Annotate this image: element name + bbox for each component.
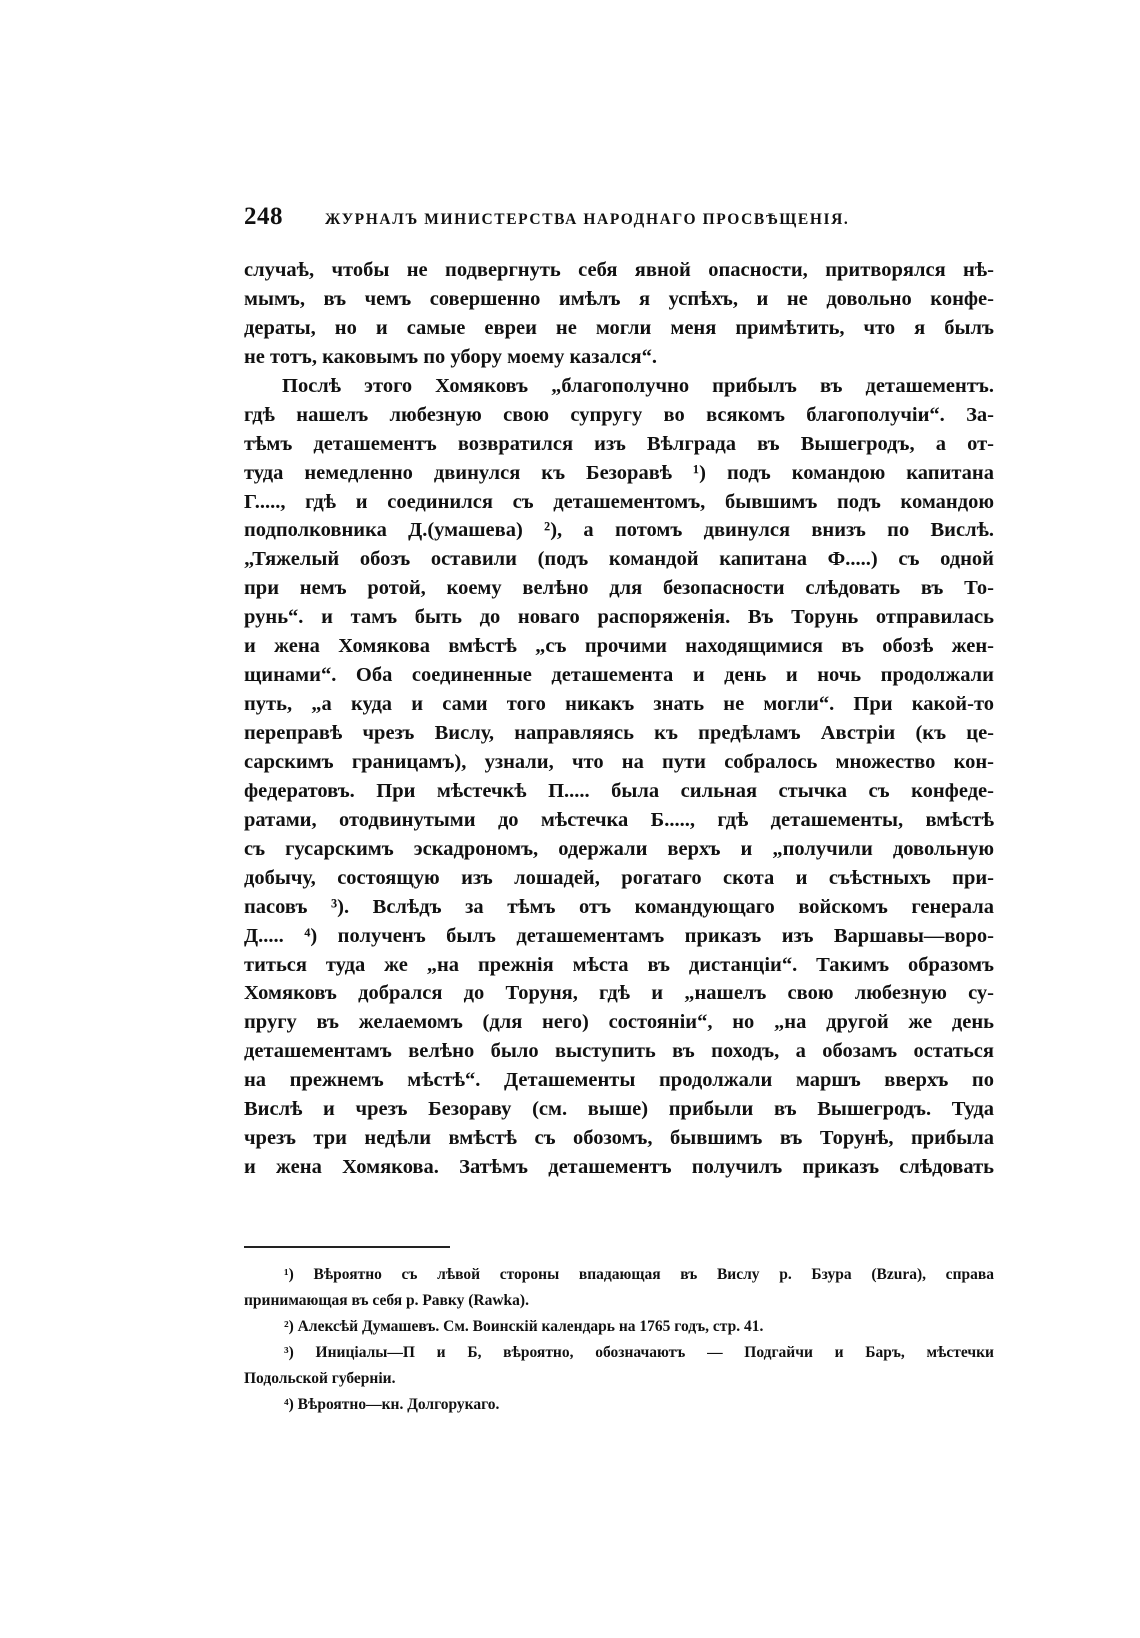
- main-text: [244, 256, 994, 1182]
- page-header: [244, 203, 994, 237]
- text-line: ратами, отодвинутыми до мѣстечка Б....., гдѣ деташементы, вмѣстѣ: [244, 808, 994, 831]
- text-line: случаѣ, чтобы не подвергнуть себя явной опасности, притворялся нѣ-: [244, 259, 994, 281]
- footnote-line: Подольской губерніи.: [244, 1370, 396, 1387]
- footnote-divider: [244, 1246, 450, 1248]
- text-line: пругу въ желаемомъ (для него) состояніи“, но „на другой же день: [244, 1011, 994, 1034]
- text-line: путь, „а куда и сами того никакъ знать не могли“. При какой-то: [244, 693, 994, 716]
- text-line: на прежнемъ мѣстѣ“. Деташементы продолжали маршъ вверхъ по: [244, 1069, 994, 1092]
- text-line: федератовъ. При мѣстечкѣ П..... была сильная стычка съ конфеде-: [244, 779, 994, 802]
- running-title: ЖУРНАЛЪ МИНИСТЕРСТВА НАРОДНАГО ПРОСВѢЩЕНІЯ.: [325, 211, 850, 228]
- text-line: Г....., гдѣ и соединился съ деташементомъ, бывшимъ подъ командою: [244, 490, 994, 513]
- footnote-line: ⁴) Вѣроятно—кн. Долгорукаго.: [284, 1396, 500, 1413]
- text-line: Вислѣ и чрезъ Безораву (см. выше) прибыли въ Вышегродъ. Туда: [244, 1098, 994, 1121]
- text-line: мымъ, въ чемъ совершенно имѣлъ я успѣхъ, и не довольно конфе-: [244, 287, 994, 310]
- text-line: деташементамъ велѣно было выступить въ походъ, а обозамъ остаться: [244, 1040, 994, 1063]
- text-line: „Тяжелый обозъ оставили (подъ командой капитана Ф.....) съ одной: [244, 548, 994, 571]
- text-line: Д..... ⁴) полученъ былъ деташементамъ приказъ изъ Варшавы—воро-: [244, 924, 994, 947]
- text-line: съ гусарскимъ эскадрономъ, одержали верхъ и „получили довольную: [244, 837, 994, 860]
- text-line: чрезъ три недѣли вмѣстѣ съ обозомъ, бывшимъ въ Торунѣ, прибыла: [244, 1127, 994, 1150]
- text-line: щинами“. Оба соединенные деташемента и день и ночь продолжали: [244, 664, 994, 687]
- text-line: подполковника Д.(умашева) ²), а потомъ двинулся внизъ по Вислѣ.: [244, 519, 994, 542]
- text-line: Хомяковъ добрался до Торуня, гдѣ и „нашелъ свою любезную су-: [244, 982, 994, 1005]
- text-line: и жена Хомякова вмѣстѣ „съ прочими находящимися въ обозѣ жен-: [244, 635, 994, 658]
- text-line: пасовъ ³). Вслѣдъ за тѣмъ отъ командующаго войскомъ генерала: [244, 895, 994, 918]
- text-line: добычу, состоящую изъ лошадей, рогатаго скота и съѣстныхъ при-: [244, 866, 994, 889]
- page-number: 248: [244, 203, 283, 230]
- footnote-line: принимающая въ себя р. Равку (Rawka).: [244, 1292, 529, 1309]
- text-line: сарскимъ границамъ), узнали, что на пути собралось множество кон-: [244, 750, 994, 773]
- footnote-line: ³) Иниціалы—П и Б, вѣроятно, обозначаютъ — Подгайчи и Баръ, мѣстечки: [284, 1344, 994, 1361]
- footnotes: [244, 1262, 994, 1418]
- text-line: переправѣ чрезъ Вислу, направляясь къ предѣламъ Австріи (къ це-: [244, 722, 994, 744]
- text-line: туда немедленно двинулся къ Безоравѣ ¹) подъ командою капитана: [244, 461, 994, 484]
- text-line: дераты, но и самые евреи не могли меня примѣтить, что я былъ: [244, 316, 994, 339]
- text-line: тѣмъ деташементъ возвратился изъ Вѣлграда въ Вышегродъ, а от-: [244, 432, 994, 455]
- text-line: и жена Хомякова. Затѣмъ деташементъ получилъ приказъ слѣдовать: [244, 1156, 994, 1179]
- text-line: гдѣ нашелъ любезную свою супругу во всякомъ благополучіи“. За-: [244, 403, 994, 426]
- text-line: титься туда же „на прежнія мѣста въ дистанціи“. Такимъ образомъ: [244, 953, 994, 976]
- text-line: при немъ ротой, коему велѣно для безопасности слѣдовать въ То-: [244, 577, 994, 600]
- footnote-line: ¹) Вѣроятно съ лѣвой стороны впадающая въ Вислу р. Бзура (Bzura), справа: [284, 1266, 994, 1283]
- text-line: Послѣ этого Хомяковъ „благополучно прибылъ въ деташементъ.: [282, 374, 994, 397]
- text-line: рунь“. и тамъ быть до новаго распоряженія. Въ Торунь отправилась: [244, 606, 994, 629]
- footnote-line: ²) Алексѣй Думашевъ. См. Воинскій календарь на 1765 годъ, стр. 41.: [284, 1318, 764, 1335]
- text-line: не тотъ, каковымъ по убору моему казался“.: [244, 345, 658, 368]
